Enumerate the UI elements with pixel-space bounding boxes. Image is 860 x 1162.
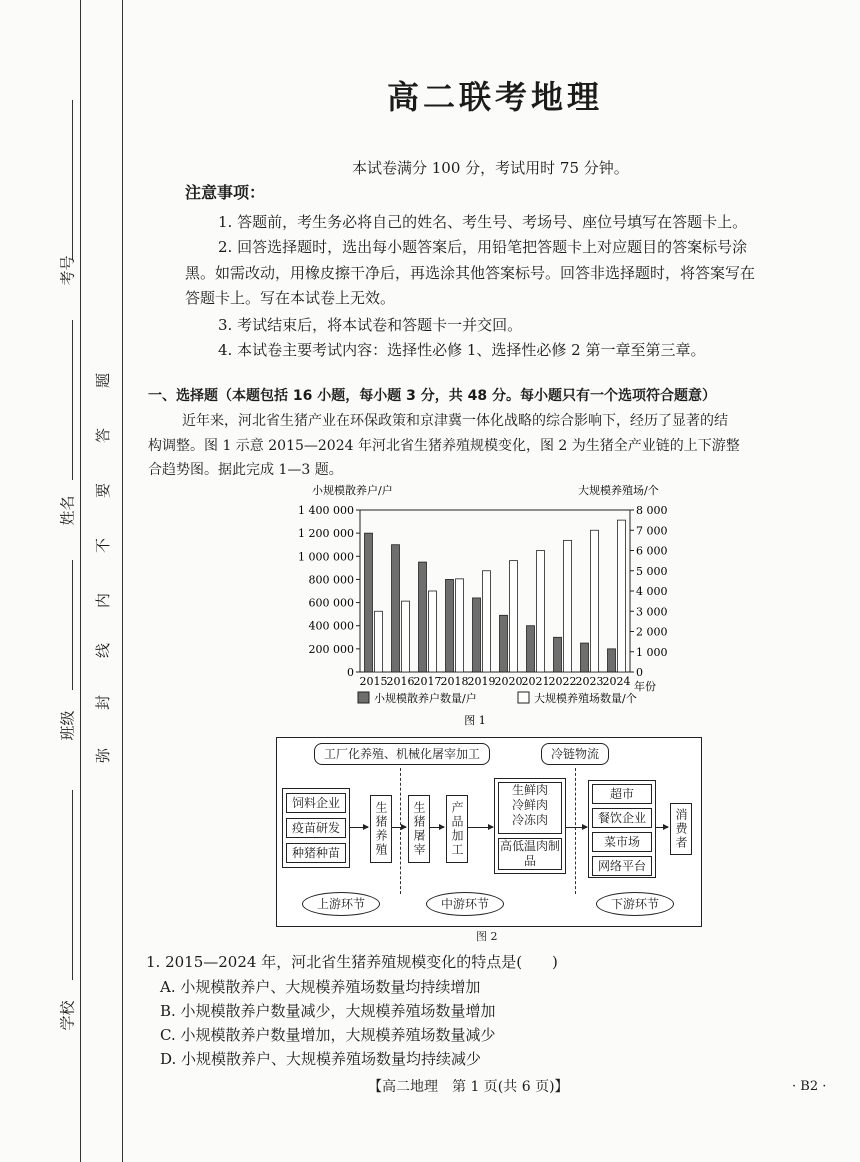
arrow bbox=[467, 827, 493, 828]
x-tick-label: 2019 bbox=[467, 675, 496, 688]
consumer: 消费者 bbox=[670, 803, 692, 855]
meat-type: 冷鲜肉 bbox=[511, 798, 548, 812]
bar-small-farms bbox=[473, 598, 481, 672]
right-tick-label: 4 000 bbox=[636, 585, 668, 598]
right-tick-label: 7 000 bbox=[636, 524, 668, 538]
processing: 产品加工 bbox=[446, 795, 468, 863]
notice-item: 黑。如需改动，用橡皮擦干净后，再选涂其他答案标号。回答非选择题时，将答案写在 bbox=[185, 264, 756, 282]
bar-small-farms bbox=[527, 626, 535, 672]
left-tick-label: 200 000 bbox=[308, 642, 354, 656]
retail-online: 网络平台 bbox=[592, 856, 652, 876]
pig-farming: 生猪养殖 bbox=[370, 795, 392, 863]
page-info: 【高二地理 第 1 页(共 6 页)】 bbox=[368, 1079, 569, 1095]
meat-type-box bbox=[498, 782, 562, 834]
field-line-class[interactable] bbox=[72, 560, 73, 690]
left-tick-label: 800 000 bbox=[308, 573, 354, 587]
bar-small-farms bbox=[365, 533, 373, 672]
notice-item: 1. 答题前，考生务必将自己的姓名、考生号、考场号、座位号填写在答题卡上。 bbox=[218, 213, 748, 231]
divider-up-mid bbox=[400, 768, 401, 894]
x-tick-label: 2018 bbox=[440, 675, 469, 688]
stage-upstream: 上游环节 bbox=[302, 892, 380, 916]
meat-products: 高低温肉制品 bbox=[499, 839, 560, 868]
bar-large-farms bbox=[483, 571, 491, 672]
notice-item: 2. 回答选择题时，选出每小题答案后，用铅笔把答题卡上对应题目的答案标号涂 bbox=[218, 238, 748, 256]
bar-small-farms bbox=[581, 643, 589, 672]
x-tick-label: 2021 bbox=[521, 675, 550, 688]
divider-mid-down bbox=[575, 768, 576, 894]
plot-frame bbox=[360, 510, 630, 672]
retail-supermarket: 超市 bbox=[592, 784, 652, 804]
upstream-vaccine: 疫苗研发 bbox=[286, 818, 346, 838]
legend-swatch-small bbox=[358, 692, 369, 703]
left-tick-label: 400 000 bbox=[308, 619, 354, 633]
x-tick-label: 2020 bbox=[494, 675, 523, 688]
bar-small-farms bbox=[446, 579, 454, 672]
option-a[interactable]: A. 小规模散养户、大规模养殖场数量均持续增加 bbox=[160, 978, 481, 996]
option-c[interactable]: C. 小规模散养户数量增加，大规模养殖场数量减少 bbox=[160, 1026, 496, 1044]
field-label-class: 班级 bbox=[58, 710, 77, 741]
bar-small-farms bbox=[554, 637, 562, 672]
bar-large-farms bbox=[537, 551, 545, 673]
bar-large-farms bbox=[402, 601, 410, 672]
left-tick-label: 1 200 000 bbox=[298, 527, 354, 541]
stage-downstream: 下游环节 bbox=[596, 892, 674, 916]
legend-label-large: 大规模养殖场数量/个 bbox=[534, 692, 637, 705]
intro-line: 构调整。图 1 示意 2015—2024 年河北省生猪养殖规模变化，图 2 为生猪全产业链的上下游整 bbox=[148, 438, 740, 454]
seal-char: 弥 bbox=[94, 747, 113, 764]
figure1-caption: 图 1 bbox=[464, 714, 486, 727]
notice-heading: 注意事项： bbox=[185, 183, 266, 202]
notice-item: 答题卡上。写在本试卷上无效。 bbox=[185, 289, 396, 307]
page-title: 高二联考地理 bbox=[386, 78, 603, 116]
legend-label-small: 小规模散养户数量/户 bbox=[374, 692, 477, 705]
arrow bbox=[391, 827, 406, 828]
x-tick-label: 2017 bbox=[413, 675, 442, 688]
right-tick-label: 5 000 bbox=[636, 564, 668, 578]
left-tick-label: 1 400 000 bbox=[298, 504, 354, 517]
bar-large-farms bbox=[564, 540, 572, 672]
notice-item: 3. 考试结束后，将本试卷和答题卡一并交回。 bbox=[218, 316, 523, 334]
bar-small-farms bbox=[392, 545, 400, 672]
field-label-school: 学校 bbox=[58, 1000, 77, 1031]
intro-line: 近年来，河北省生猪产业在环保政策和京津冀一体化战略的综合影响下，经历了显著的结 bbox=[182, 413, 728, 429]
bar-small-farms bbox=[419, 562, 427, 672]
upstream-feed: 饲料企业 bbox=[286, 793, 346, 813]
seal-char: 题 bbox=[94, 372, 113, 389]
seal-char: 要 bbox=[94, 482, 113, 499]
section-heading: 一、选择题（本题包括 16 小题，每小题 3 分，共 48 分。每小题只有一个选项符合题意） bbox=[148, 388, 716, 404]
bar-small-farms bbox=[608, 649, 616, 672]
x-tick-label: 2022 bbox=[548, 675, 577, 688]
x-tick-label: 2024 bbox=[602, 675, 631, 688]
right-tick-label: 8 000 bbox=[636, 504, 668, 517]
bar-large-farms bbox=[429, 591, 437, 672]
bar-large-farms bbox=[618, 520, 626, 672]
field-line-name[interactable] bbox=[72, 320, 73, 480]
bar-small-farms bbox=[500, 615, 508, 672]
right-tick-label: 2 000 bbox=[636, 625, 668, 639]
option-d[interactable]: D. 小规模散养户、大规模养殖场数量均持续减少 bbox=[160, 1050, 482, 1068]
right-tick-label: 1 000 bbox=[636, 645, 668, 659]
field-label-exam-no: 考号 bbox=[58, 255, 77, 286]
right-axis-label: 大规模养殖场/个 bbox=[578, 484, 659, 497]
arrow bbox=[349, 827, 368, 828]
x-tick-label: 2016 bbox=[386, 675, 415, 688]
figure2-caption: 图 2 bbox=[476, 930, 498, 943]
field-line-exam-no[interactable] bbox=[72, 100, 73, 260]
right-tick-label: 0 bbox=[636, 666, 643, 679]
meat-type: 生鲜肉 bbox=[511, 783, 548, 797]
legend-swatch-large bbox=[518, 692, 529, 703]
retail-market: 菜市场 bbox=[592, 832, 652, 852]
stage-midstream: 中游环节 bbox=[426, 892, 504, 916]
left-axis-label: 小规模散养户/户 bbox=[312, 484, 393, 497]
right-tick-label: 6 000 bbox=[636, 544, 668, 558]
slaughter: 生猪屠宰 bbox=[408, 795, 430, 863]
arrow bbox=[429, 827, 444, 828]
binding-line-outer bbox=[80, 0, 81, 1162]
left-tick-label: 600 000 bbox=[308, 596, 354, 610]
upstream-breeding: 种猪种苗 bbox=[286, 843, 346, 863]
left-tick-label: 1 000 000 bbox=[298, 550, 354, 564]
retail-restaurant: 餐饮企业 bbox=[592, 808, 652, 828]
bar-large-farms bbox=[375, 611, 383, 672]
seal-char: 答 bbox=[94, 427, 113, 444]
meat-type: 冷冻肉 bbox=[511, 813, 548, 827]
bar-large-farms bbox=[591, 530, 599, 672]
figure1-chart bbox=[270, 480, 720, 730]
option-b[interactable]: B. 小规模散养户数量减少，大规模养殖场数量增加 bbox=[160, 1002, 496, 1020]
arrow bbox=[565, 827, 587, 828]
paper-code: · B2 · bbox=[792, 1079, 827, 1094]
intro-line: 合趋势图。据此完成 1—3 题。 bbox=[148, 462, 343, 478]
score-info: 本试卷满分 100 分，考试用时 75 分钟。 bbox=[352, 159, 629, 177]
field-label-name: 姓名 bbox=[58, 495, 77, 526]
x-axis-label: 年份 bbox=[634, 680, 656, 693]
seal-char: 不 bbox=[94, 537, 113, 554]
seal-char: 线 bbox=[94, 642, 113, 659]
bar-large-farms bbox=[456, 579, 464, 672]
binding-line-inner bbox=[122, 0, 123, 1162]
notice-item: 4. 本试卷主要考试内容：选择性必修 1、选择性必修 2 第一章至第三章。 bbox=[218, 341, 706, 359]
right-tick-label: 3 000 bbox=[636, 605, 668, 619]
top-label-factory: 工厂化养殖、机械化屠宰加工 bbox=[314, 743, 490, 765]
bar-large-farms bbox=[510, 561, 518, 672]
x-tick-label: 2023 bbox=[575, 675, 604, 688]
top-label-coldchain: 冷链物流 bbox=[541, 743, 609, 765]
x-tick-label: 2015 bbox=[359, 675, 388, 688]
field-line-school[interactable] bbox=[72, 790, 73, 980]
left-tick-label: 0 bbox=[347, 666, 354, 679]
question-stem: 1. 2015—2024 年，河北省生猪养殖规模变化的特点是( ) bbox=[146, 953, 558, 971]
seal-char: 内 bbox=[94, 592, 113, 609]
arrow bbox=[655, 827, 668, 828]
seal-char: 封 bbox=[94, 694, 113, 711]
